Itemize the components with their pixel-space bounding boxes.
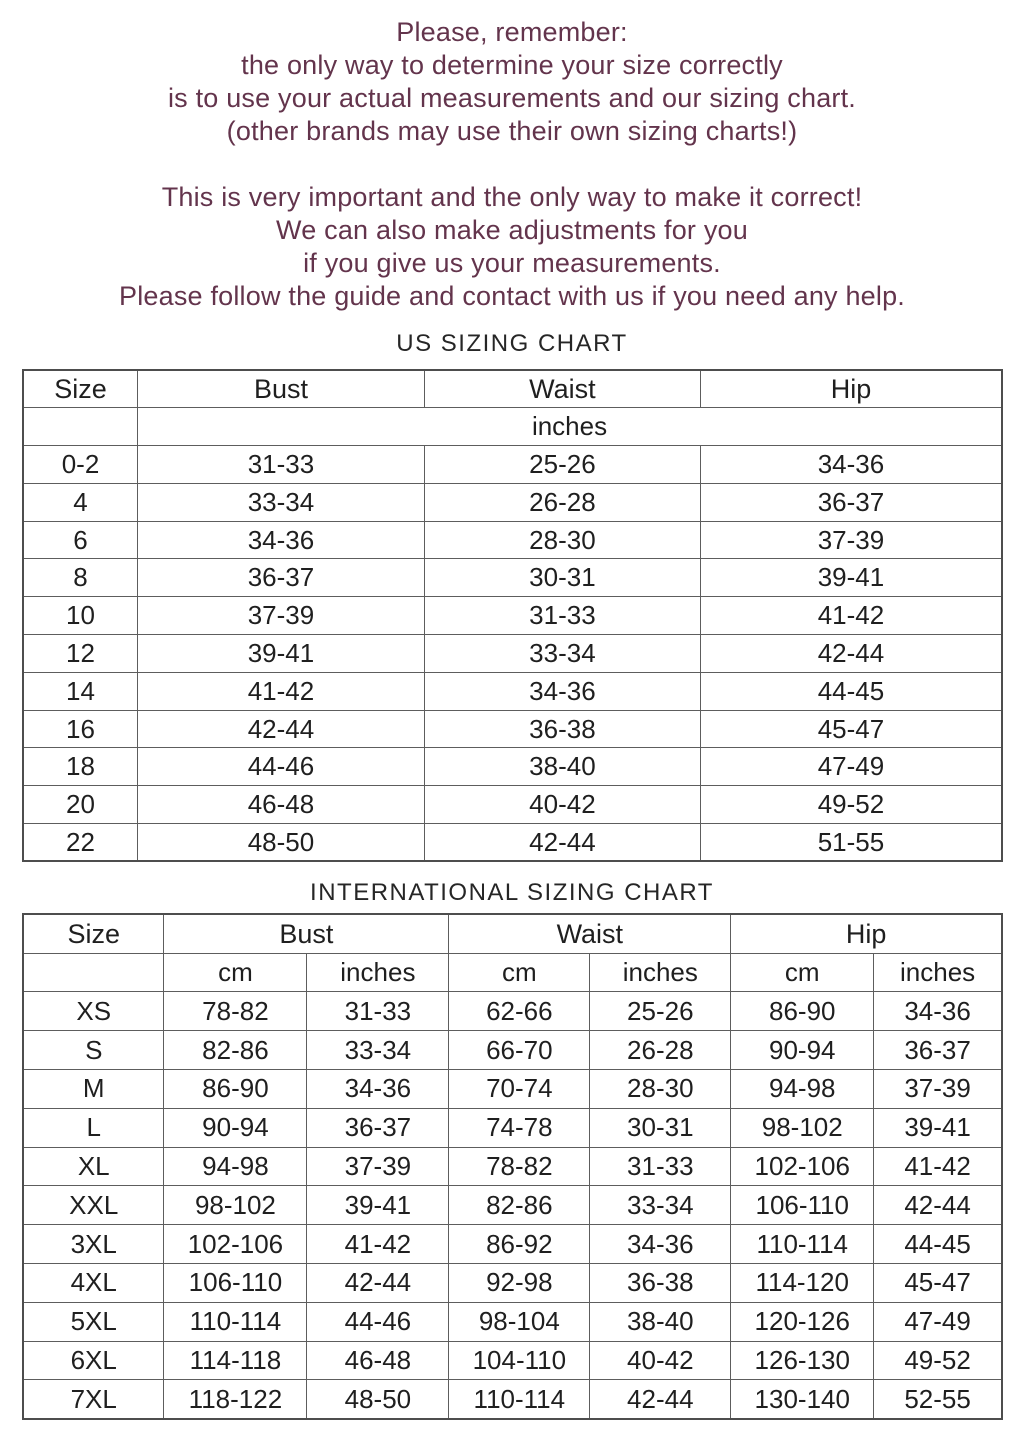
- measurement-cell: 110-114: [164, 1302, 307, 1341]
- measurement-cell: 36-38: [424, 710, 700, 748]
- intl-unit-row: [23, 953, 1002, 992]
- size-cell: 7XL: [23, 1380, 164, 1419]
- empty-cell: [23, 408, 138, 446]
- unit-label-inches: inches: [307, 953, 449, 992]
- measurement-cell: 44-46: [138, 748, 425, 786]
- column-header-hip: Hip: [700, 370, 1002, 408]
- measurement-cell: 25-26: [590, 992, 731, 1031]
- measurement-cell: 42-44: [590, 1380, 731, 1419]
- unit-label-cm: cm: [164, 953, 307, 992]
- table-row: [23, 483, 1002, 521]
- measurement-cell: 44-45: [874, 1225, 1002, 1264]
- column-header-waist: Waist: [449, 914, 731, 953]
- measurement-cell: 38-40: [590, 1302, 731, 1341]
- empty-cell: [23, 953, 164, 992]
- measurement-cell: 44-46: [307, 1302, 449, 1341]
- measurement-cell: 33-34: [590, 1186, 731, 1225]
- measurement-cell: 70-74: [449, 1070, 590, 1109]
- us-sizing-table: [22, 369, 1003, 862]
- unit-label-cm: cm: [731, 953, 874, 992]
- column-header-hip: Hip: [731, 914, 1002, 953]
- measurement-cell: 106-110: [731, 1186, 874, 1225]
- size-cell: 14: [23, 672, 138, 710]
- measurement-cell: 36-37: [307, 1108, 449, 1147]
- table-row: [23, 1341, 1002, 1380]
- size-cell: 5XL: [23, 1302, 164, 1341]
- table-row: [23, 1031, 1002, 1070]
- measurement-cell: 42-44: [138, 710, 425, 748]
- measurement-cell: 49-52: [700, 786, 1002, 824]
- measurement-cell: 39-41: [138, 635, 425, 673]
- column-header-bust: Bust: [138, 370, 425, 408]
- intro-paragraph-1: [0, 16, 1024, 148]
- measurement-cell: 47-49: [874, 1302, 1002, 1341]
- measurement-cell: 90-94: [731, 1031, 874, 1070]
- measurement-cell: 25-26: [424, 446, 700, 484]
- measurement-cell: 42-44: [424, 824, 700, 862]
- size-cell: XL: [23, 1147, 164, 1186]
- measurement-cell: 28-30: [590, 1070, 731, 1109]
- measurement-cell: 30-31: [590, 1108, 731, 1147]
- measurement-cell: 46-48: [138, 786, 425, 824]
- size-cell: 18: [23, 748, 138, 786]
- measurement-cell: 110-114: [449, 1380, 590, 1419]
- unit-label-cm: cm: [449, 953, 590, 992]
- measurement-cell: 45-47: [874, 1264, 1002, 1303]
- table-row: [23, 710, 1002, 748]
- unit-label-inches: inches: [874, 953, 1002, 992]
- measurement-cell: 39-41: [874, 1108, 1002, 1147]
- measurement-cell: 48-50: [138, 824, 425, 862]
- measurement-cell: 110-114: [731, 1225, 874, 1264]
- measurement-cell: 40-42: [590, 1341, 731, 1380]
- size-cell: L: [23, 1108, 164, 1147]
- measurement-cell: 118-122: [164, 1380, 307, 1419]
- measurement-cell: 92-98: [449, 1264, 590, 1303]
- size-cell: S: [23, 1031, 164, 1070]
- international-chart-title: INTERNATIONAL SIZING CHART: [310, 879, 714, 907]
- measurement-cell: 28-30: [424, 521, 700, 559]
- measurement-cell: 40-42: [424, 786, 700, 824]
- measurement-cell: 98-102: [731, 1108, 874, 1147]
- measurement-cell: 42-44: [874, 1186, 1002, 1225]
- us-unit-row: [23, 408, 1002, 446]
- measurement-cell: 33-34: [424, 635, 700, 673]
- measurement-cell: 52-55: [874, 1380, 1002, 1419]
- us-chart-title: US SIZING CHART: [396, 330, 628, 357]
- measurement-cell: 66-70: [449, 1031, 590, 1070]
- table-row: [23, 992, 1002, 1031]
- measurement-cell: 45-47: [700, 710, 1002, 748]
- table-row: [23, 446, 1002, 484]
- measurement-cell: 37-39: [307, 1147, 449, 1186]
- intro-line: This is very important and the only way to make it correct!: [161, 182, 863, 212]
- measurement-cell: 42-44: [700, 635, 1002, 673]
- size-cell: 22: [23, 824, 138, 862]
- measurement-cell: 126-130: [731, 1341, 874, 1380]
- measurement-cell: 82-86: [449, 1186, 590, 1225]
- measurement-cell: 48-50: [307, 1380, 449, 1419]
- table-row: [23, 1380, 1002, 1419]
- measurement-cell: 31-33: [307, 992, 449, 1031]
- measurement-cell: 34-36: [700, 446, 1002, 484]
- measurement-cell: 86-90: [731, 992, 874, 1031]
- size-cell: 10: [23, 597, 138, 635]
- column-header-waist: Waist: [424, 370, 700, 408]
- measurement-cell: 26-28: [424, 483, 700, 521]
- size-cell: 12: [23, 635, 138, 673]
- size-cell: 4: [23, 483, 138, 521]
- size-cell: 6XL: [23, 1341, 164, 1380]
- table-row: [23, 1070, 1002, 1109]
- measurement-cell: 41-42: [138, 672, 425, 710]
- measurement-cell: 41-42: [307, 1225, 449, 1264]
- measurement-cell: 104-110: [449, 1341, 590, 1380]
- measurement-cell: 49-52: [874, 1341, 1002, 1380]
- measurement-cell: 94-98: [164, 1147, 307, 1186]
- measurement-cell: 34-36: [590, 1225, 731, 1264]
- table-row: [23, 1108, 1002, 1147]
- unit-label-inches: inches: [590, 953, 731, 992]
- intro-line: We can also make adjustments for you: [276, 215, 748, 245]
- measurement-cell: 106-110: [164, 1264, 307, 1303]
- size-cell: 16: [23, 710, 138, 748]
- measurement-cell: 41-42: [700, 597, 1002, 635]
- measurement-cell: 102-106: [164, 1225, 307, 1264]
- measurement-cell: 62-66: [449, 992, 590, 1031]
- measurement-cell: 36-37: [138, 559, 425, 597]
- measurement-cell: 98-102: [164, 1186, 307, 1225]
- table-row: [23, 824, 1002, 862]
- measurement-cell: 78-82: [164, 992, 307, 1031]
- table-row: [23, 521, 1002, 559]
- measurement-cell: 34-36: [138, 521, 425, 559]
- intl-header-row: [23, 914, 1002, 953]
- measurement-cell: 37-39: [138, 597, 425, 635]
- intro-line: is to use your actual measurements and our sizing chart.: [167, 83, 857, 113]
- measurement-cell: 26-28: [590, 1031, 731, 1070]
- measurement-cell: 31-33: [590, 1147, 731, 1186]
- table-row: [23, 672, 1002, 710]
- intro-line: Please follow the guide and contact with us if you need any help.: [118, 281, 905, 311]
- measurement-cell: 130-140: [731, 1380, 874, 1419]
- measurement-cell: 34-36: [874, 992, 1002, 1031]
- measurement-cell: 46-48: [307, 1341, 449, 1380]
- table-row: [23, 1186, 1002, 1225]
- measurement-cell: 82-86: [164, 1031, 307, 1070]
- measurement-cell: 42-44: [307, 1264, 449, 1303]
- measurement-cell: 37-39: [700, 521, 1002, 559]
- measurement-cell: 114-118: [164, 1341, 307, 1380]
- intro-line: Please, remember:: [396, 17, 628, 47]
- intro-line: if you give us your measurements.: [303, 248, 721, 278]
- measurement-cell: 78-82: [449, 1147, 590, 1186]
- measurement-cell: 34-36: [424, 672, 700, 710]
- size-cell: 0-2: [23, 446, 138, 484]
- measurement-cell: 39-41: [307, 1186, 449, 1225]
- table-row: [23, 1147, 1002, 1186]
- measurement-cell: 30-31: [424, 559, 700, 597]
- measurement-cell: 94-98: [731, 1070, 874, 1109]
- column-header-size: Size: [23, 914, 164, 953]
- measurement-cell: 38-40: [424, 748, 700, 786]
- intro-line: the only way to determine your size correctly: [241, 50, 783, 80]
- size-cell: 20: [23, 786, 138, 824]
- intro-paragraph-2: [0, 181, 1024, 313]
- measurement-cell: 41-42: [874, 1147, 1002, 1186]
- measurement-cell: 120-126: [731, 1302, 874, 1341]
- measurement-cell: 31-33: [138, 446, 425, 484]
- size-cell: M: [23, 1070, 164, 1109]
- measurement-cell: 98-104: [449, 1302, 590, 1341]
- measurement-cell: 47-49: [700, 748, 1002, 786]
- measurement-cell: 74-78: [449, 1108, 590, 1147]
- column-header-size: Size: [23, 370, 138, 408]
- measurement-cell: 90-94: [164, 1108, 307, 1147]
- size-cell: 8: [23, 559, 138, 597]
- table-row: [23, 1225, 1002, 1264]
- measurement-cell: 86-90: [164, 1070, 307, 1109]
- measurement-cell: 36-37: [700, 483, 1002, 521]
- us-header-row: [23, 370, 1002, 408]
- table-row: [23, 786, 1002, 824]
- column-header-bust: Bust: [164, 914, 449, 953]
- size-cell: 4XL: [23, 1264, 164, 1303]
- measurement-cell: 51-55: [700, 824, 1002, 862]
- measurement-cell: 44-45: [700, 672, 1002, 710]
- measurement-cell: 114-120: [731, 1264, 874, 1303]
- measurement-cell: 39-41: [700, 559, 1002, 597]
- measurement-cell: 33-34: [307, 1031, 449, 1070]
- table-row: [23, 748, 1002, 786]
- measurement-cell: 102-106: [731, 1147, 874, 1186]
- table-row: [23, 597, 1002, 635]
- intro-line: (other brands may use their own sizing charts!): [226, 116, 798, 146]
- unit-label-inches: inches: [138, 408, 1002, 446]
- international-sizing-table: [22, 913, 1003, 1419]
- intro-text: [0, 0, 1024, 313]
- table-row: [23, 559, 1002, 597]
- table-row: [23, 1302, 1002, 1341]
- measurement-cell: 34-36: [307, 1070, 449, 1109]
- measurement-cell: 36-37: [874, 1031, 1002, 1070]
- measurement-cell: 36-38: [590, 1264, 731, 1303]
- table-row: [23, 635, 1002, 673]
- size-cell: 6: [23, 521, 138, 559]
- measurement-cell: 37-39: [874, 1070, 1002, 1109]
- size-cell: XXL: [23, 1186, 164, 1225]
- table-row: [23, 1264, 1002, 1303]
- measurement-cell: 31-33: [424, 597, 700, 635]
- measurement-cell: 86-92: [449, 1225, 590, 1264]
- size-cell: 3XL: [23, 1225, 164, 1264]
- measurement-cell: 33-34: [138, 483, 425, 521]
- size-cell: XS: [23, 992, 164, 1031]
